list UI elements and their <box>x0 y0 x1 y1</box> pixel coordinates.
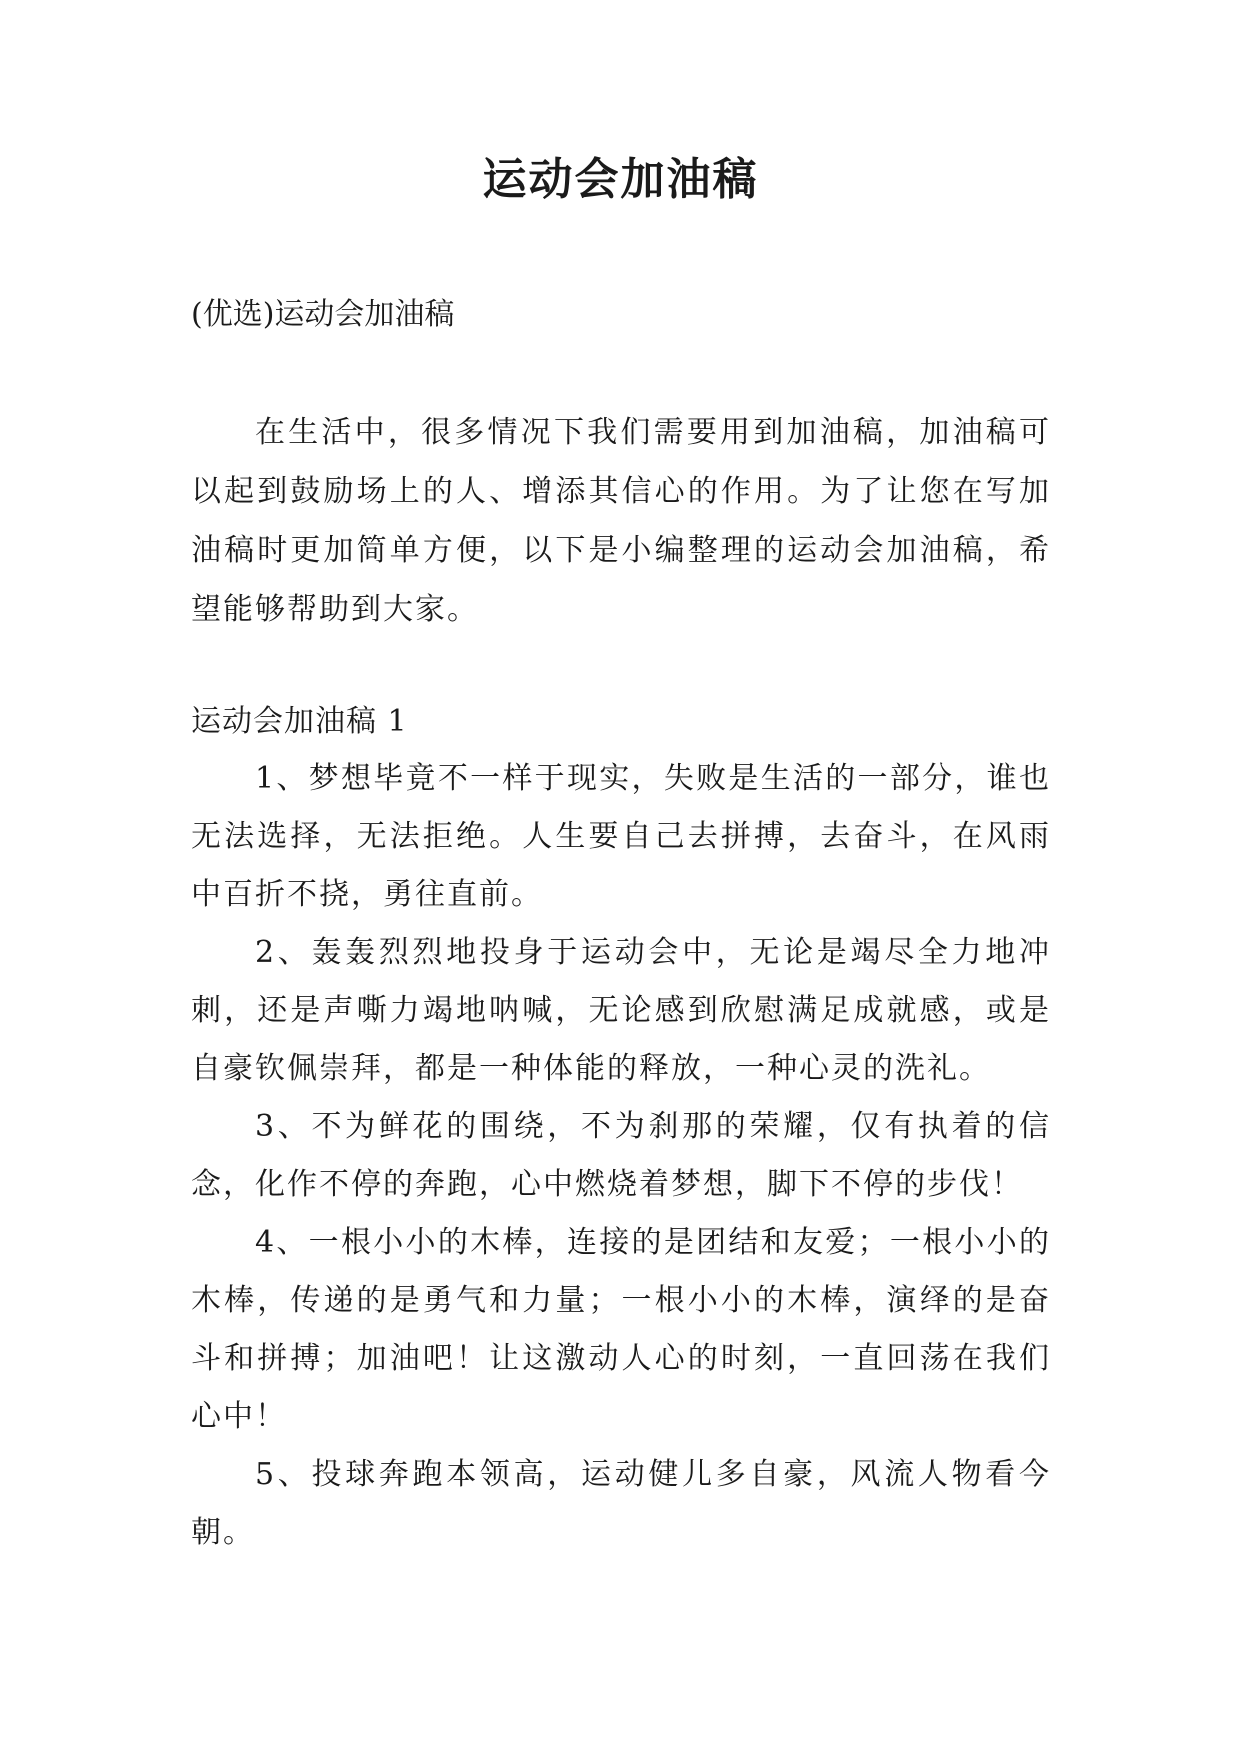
section-heading: 运动会加油稿 1 <box>191 704 408 739</box>
list-item: 5、投球奔跑本领高，运动健儿多自豪，风流人物看今朝。 <box>191 1457 1051 1550</box>
intro-paragraph: 在生活中，很多情况下我们需要用到加油稿，加油稿可以起到鼓励场上的人、增添其信心的作用。为了让您在写加油稿时更加简单方便，以下是小编整理的运动会加油稿，希望能够帮助到大家。 <box>191 415 1051 627</box>
list-item: 4、一根小小的木棒，连接的是团结和友爱；一根小小的木棒，传递的是勇气和力量；一根小小的木棒，演绎的是奋斗和拼搏；加油吧！让这激动人心的时刻，一直回荡在我们心中！ <box>191 1225 1051 1434</box>
list-item: 2、轰轰烈烈地投身于运动会中，无论是竭尽全力地冲刺，还是声嘶力竭地呐喊，无论感到欣慰满足成就感，或是自豪钦佩崇拜，都是一种体能的释放，一种心灵的洗礼。 <box>191 935 1051 1086</box>
cheer-list <box>191 750 1051 1562</box>
list-item: 1、梦想毕竟不一样于现实，失败是生活的一部分，谁也无法选择，无法拒绝。人生要自己去拼搏，去奋斗，在风雨中百折不挠，勇往直前。 <box>191 761 1051 912</box>
document-title: 运动会加油稿 <box>482 154 759 205</box>
list-item: 3、不为鲜花的围绕，不为刹那的荣耀，仅有执着的信念，化作不停的奔跑，心中燃烧着梦想，脚下不停的步伐！ <box>191 1109 1051 1202</box>
document-subtitle: (优选)运动会加油稿 <box>191 297 455 332</box>
